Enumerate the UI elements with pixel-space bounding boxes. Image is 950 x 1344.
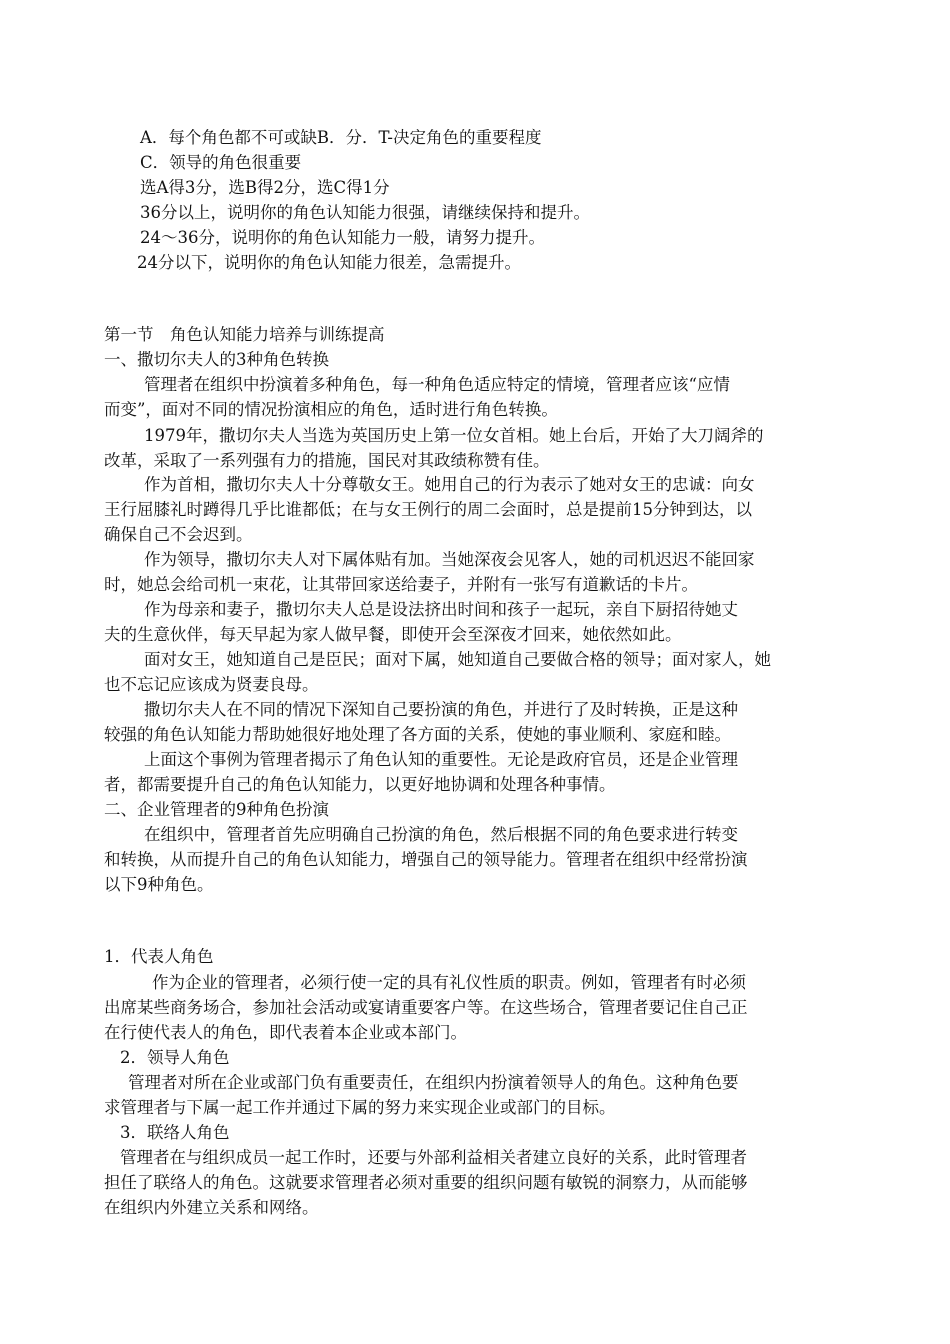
heading-thatcher-roles: 一、撒切尔夫人的3种角色转换 — [104, 350, 329, 369]
paragraph-line: 王行屈膝礼时蹲得几乎比谁都低；在与女王例行的周二会面时，总是提前15分钟到达，以 — [104, 500, 752, 519]
paragraph-line: 时，她总会给司机一束花，让其带回家送给妻子，并附有一张写有道歉话的卡片。 — [104, 575, 698, 594]
paragraph-line: 管理者在与组织成员一起工作时，还要与外部利益相关者建立良好的关系，此时管理者 — [120, 1148, 747, 1167]
role-title-leader: 2．领导人角色 — [120, 1048, 230, 1067]
quiz-scoring: 选A得3分，选B得2分，选C得1分 — [140, 178, 390, 197]
paragraph-line: 和转换，从而提升自己的角色认知能力，增强自己的领导能力。管理者在组织中经常扮演 — [104, 850, 748, 869]
paragraph-line: 1979年，撒切尔夫人当选为英国历史上第一位女首相。她上台后，开始了大刀阔斧的 — [144, 426, 764, 445]
paragraph-line: 作为领导，撒切尔夫人对下属体贴有加。当她深夜会见客人，她的司机迟迟不能回家 — [144, 550, 755, 569]
paragraph-line: 而变”，面对不同的情况扮演相应的角色，适时进行角色转换。 — [104, 400, 558, 419]
paragraph-line: 管理者对所在企业或部门负有重要责任，在组织内扮演着领导人的角色。这种角色要 — [128, 1073, 739, 1092]
role-title-liaison: 3．联络人角色 — [120, 1123, 230, 1142]
paragraph-line: 在组织中，管理者首先应明确自己扮演的角色，然后根据不同的角色要求进行转变 — [144, 825, 738, 844]
quiz-result-mid: 24～36分，说明你的角色认知能力一般，请努力提升。 — [140, 228, 545, 247]
paragraph-line: 夫的生意伙伴，每天早起为家人做早餐，即使开会至深夜才回来，她依然如此。 — [104, 625, 682, 644]
quiz-options-ab: A．每个角色都不可或缺B．分．T-决定角色的重要程度 — [140, 128, 542, 147]
paragraph-line: 管理者在组织中扮演着多种角色，每一种角色适应特定的情境，管理者应该“应情 — [144, 375, 730, 394]
paragraph-line: 出席某些商务场合，参加社会活动或宴请重要客户等。在这些场合，管理者要记住自己正 — [104, 998, 748, 1017]
paragraph-line: 也不忘记应该成为贤妻良母。 — [104, 675, 319, 694]
paragraph-line: 作为母亲和妻子，撒切尔夫人总是设法挤出时间和孩子一起玩，亲自下厨招待她丈 — [144, 600, 738, 619]
paragraph-line: 改革，采取了一系列强有力的措施，国民对其政绩称赞有佳。 — [104, 451, 550, 470]
paragraph-line: 确保自己不会迟到。 — [104, 525, 253, 544]
paragraph-line: 求管理者与下属一起工作并通过下属的努力来实现企业或部门的目标。 — [104, 1098, 616, 1117]
quiz-result-low: 24分以下，说明你的角色认知能力很差，急需提升。 — [137, 253, 521, 272]
role-title-representative: 1．代表人角色 — [104, 947, 214, 966]
paragraph-line: 撒切尔夫人在不同的情况下深知自己要扮演的角色，并进行了及时转换，正是这种 — [144, 700, 738, 719]
quiz-option-c: C．领导的角色很重要 — [140, 153, 302, 172]
heading-nine-roles: 二、企业管理者的9种角色扮演 — [104, 800, 329, 819]
section-title: 第一节 角色认知能力培养与训练提高 — [104, 325, 385, 344]
paragraph-line: 面对女王，她知道自己是臣民；面对下属，她知道自己要做合格的领导；面对家人，她 — [144, 650, 771, 669]
quiz-result-high: 36分以上，说明你的角色认知能力很强，请继续保持和提升。 — [140, 203, 590, 222]
paragraph-line: 担任了联络人的角色。这就要求管理者必须对重要的组织问题有敏锐的洞察力，从而能够 — [104, 1173, 748, 1192]
paragraph-line: 者，都需要提升自己的角色认知能力，以更好地协调和处理各种事情。 — [104, 775, 616, 794]
paragraph-line: 在行使代表人的角色，即代表着本企业或本部门。 — [104, 1023, 467, 1042]
paragraph-line: 较强的角色认知能力帮助她很好地处理了各方面的关系，使她的事业顺利、家庭和睦。 — [104, 725, 731, 744]
paragraph-line: 以下9种角色。 — [104, 875, 214, 894]
paragraph-line: 上面这个事例为管理者揭示了角色认知的重要性。无论是政府官员，还是企业管理 — [144, 750, 738, 769]
paragraph-line: 在组织内外建立关系和网络。 — [104, 1198, 319, 1217]
paragraph-line: 作为首相，撒切尔夫人十分尊敬女王。她用自己的行为表示了她对女王的忠诚：向女 — [144, 475, 755, 494]
paragraph-line: 作为企业的管理者，必须行使一定的具有礼仪性质的职责。例如，管理者有时必须 — [152, 973, 746, 992]
